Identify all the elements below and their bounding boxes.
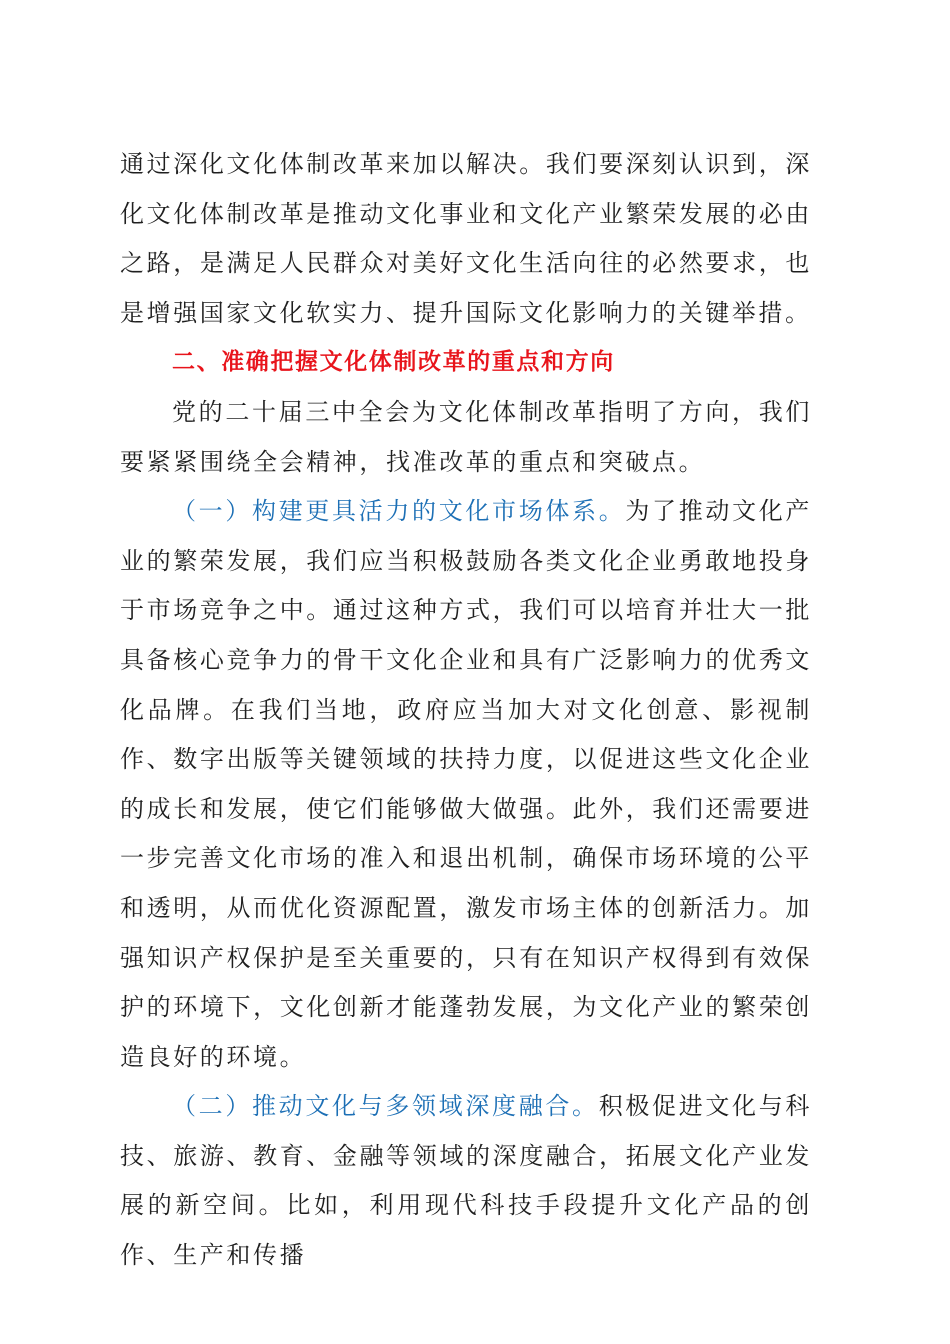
section-2-body: 积极促进文化与科技、旅游、教育、金融等领域的深度融合，拓展文化产业发展的新空间。比如，利用现代科技手段提升文化产品的创作、生产和传播 — [120, 1092, 812, 1270]
paragraph-intro: 党的二十届三中全会为文化体制改革指明了方向，我们要紧紧围绕全会精神，找准改革的重点和突破点。 — [120, 397, 812, 476]
sub-heading-2: （二）推动文化与多领域深度融合。 — [172, 1092, 599, 1121]
paragraph-section-1 — [120, 487, 812, 1082]
sub-heading-1: （一）构建更具活力的文化市场体系。 — [172, 497, 626, 526]
paragraph-section-2 — [120, 1082, 812, 1280]
section-1-body: 为了推动文化产业的繁荣发展，我们应当积极鼓励各类文化企业勇敢地投身于市场竞争之中。通过这种方式，我们可以培育并壮大一批具备核心竞争力的骨干文化企业和具有广泛影响力的优秀文化品牌。在我们当地，政府应当加大对文化创意、影视制作、数字出版等关键领域的扶持力度，以促进这些文化企业的成长和发展，使它们能够做大做强。此外，我们还需要进一步完善文化市场的准入和退出机制，确保市场环境的公平和透明，从而优化资源配置，激发市场主体的创新活力。加强知识产权保护是至关重要的，只有在知识产权得到有效保护的环境下，文化创新才能蓬勃发展，为文化产业的繁荣创造良好的环境。 — [120, 497, 813, 1071]
section-heading: 二、准确把握文化体制改革的重点和方向 — [172, 349, 615, 376]
document-page — [120, 140, 812, 1281]
paragraph-continuation: 通过深化文化体制改革来加以解决。我们要深刻认识到，深化文化体制改革是推动文化事业和文化产业繁荣发展的必由之路，是满足人民群众对美好文化生活向往的必然要求，也是增强国家文化软实力、提升国际文化影响力的关键举措。 — [120, 150, 812, 327]
